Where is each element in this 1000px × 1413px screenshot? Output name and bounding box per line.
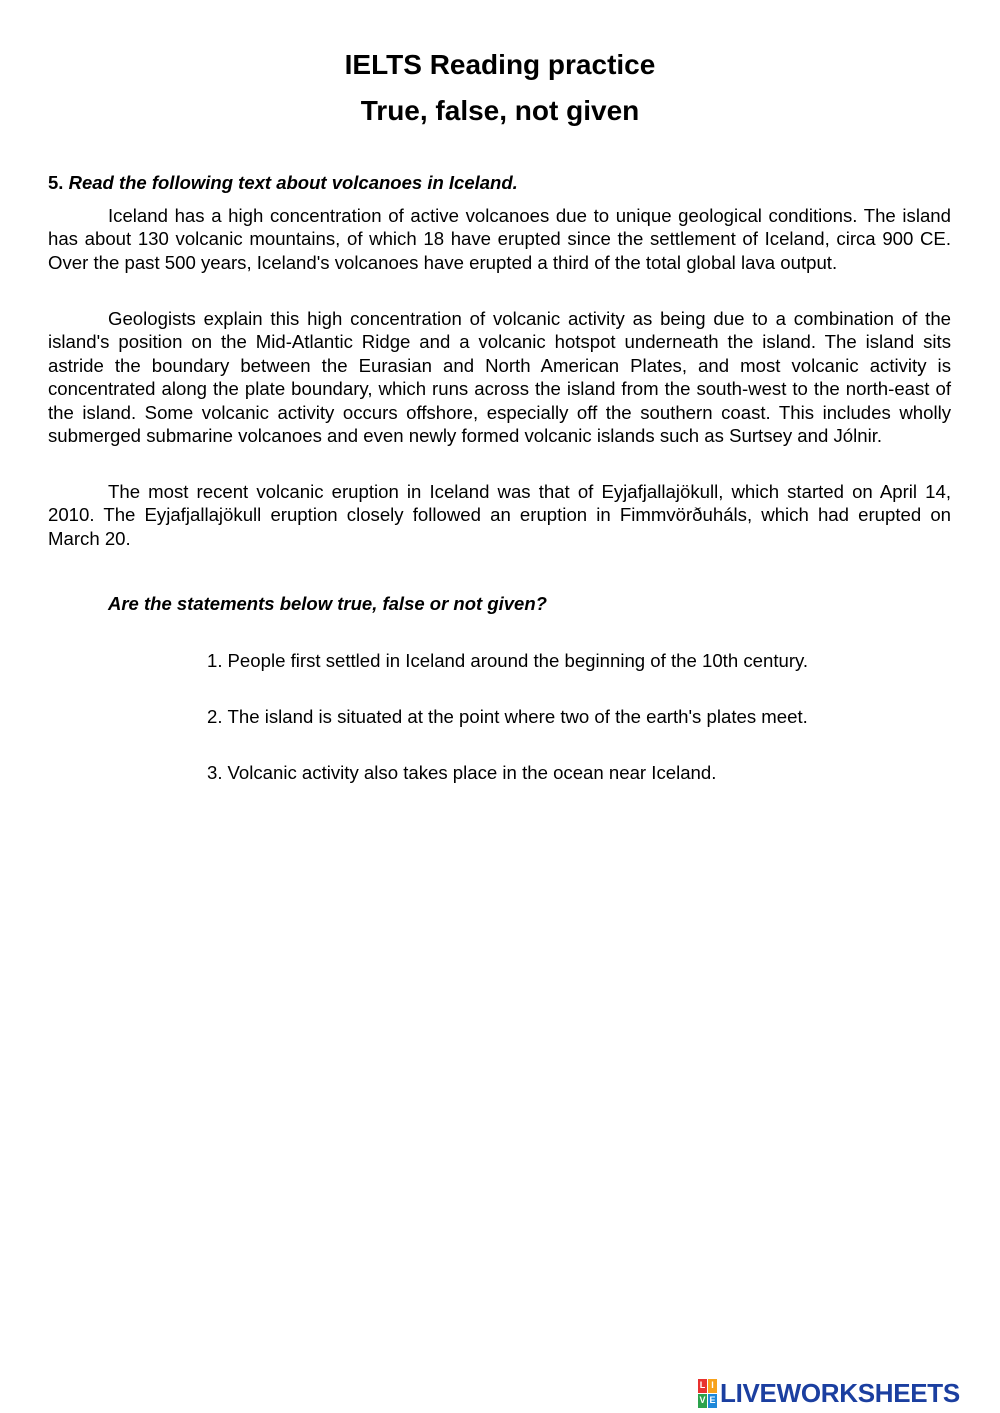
logo-letter-v: V (698, 1394, 707, 1408)
page-subtitle: True, false, not given (360, 95, 640, 126)
statement-text: People first settled in Iceland around the beginning of the 10th century. (227, 650, 809, 671)
statement-number: 3. (207, 762, 223, 783)
exercise-instruction-text: Read the following text about volcanoes in Iceland. (68, 172, 518, 193)
statement-3 (207, 762, 716, 784)
question-prompt: Are the statements below true, false or not given? (108, 593, 547, 614)
logo-letter-e: E (708, 1394, 717, 1408)
reading-paragraph-1: Iceland has a high concentration of active volcanoes due to unique geological conditions. The island has about 130 volcanic mountains, of which 18 have erupted since the settlement of Iceland, circa 900 CE. Over the past 500 years, Iceland's volcanoes have erupted a third of the total global lava output. (48, 205, 951, 273)
exercise-instruction (48, 172, 518, 194)
statement-2 (207, 706, 808, 728)
logo-letter-l: L (698, 1379, 707, 1393)
statement-number: 2. (207, 706, 223, 727)
liveworksheets-watermark (698, 1378, 960, 1408)
logo-letter-i: I (708, 1379, 717, 1393)
statement-text: The island is situated at the point where two of the earth's plates meet. (227, 706, 808, 727)
statement-number: 1. (207, 650, 223, 671)
reading-paragraph-3: The most recent volcanic eruption in Iceland was that of Eyjafjallajökull, which started on April 14, 2010. The Eyjafjallajökull eruption closely followed an eruption in Fimmvörðuháls, which had erupted on March 20. (48, 481, 951, 549)
statement-1 (207, 650, 808, 672)
page-title: IELTS Reading practice (344, 49, 656, 80)
reading-paragraph-2: Geologists explain this high concentration of volcanic activity as being due to a combination of the island's position on the Mid-Atlantic Ridge and a volcanic hotspot underneath the island. The island sits astride the boundary between the Eurasian and North American Plates, and most volcanic activity is concentrated along the plate boundary, which runs across the island from the south-west to the north-east of the island. Some volcanic activity occurs offshore, especially off the southern coast. This includes wholly submerged submarine volcanoes and even newly formed volcanic islands such as Surtsey and Jólnir. (48, 308, 951, 447)
liveworksheets-logo-icon (698, 1379, 717, 1408)
liveworksheets-brand-name: LIVEWORKSHEETS (720, 1378, 960, 1408)
statement-text: Volcanic activity also takes place in the ocean near Iceland. (227, 762, 717, 783)
exercise-number: 5. (48, 172, 64, 193)
